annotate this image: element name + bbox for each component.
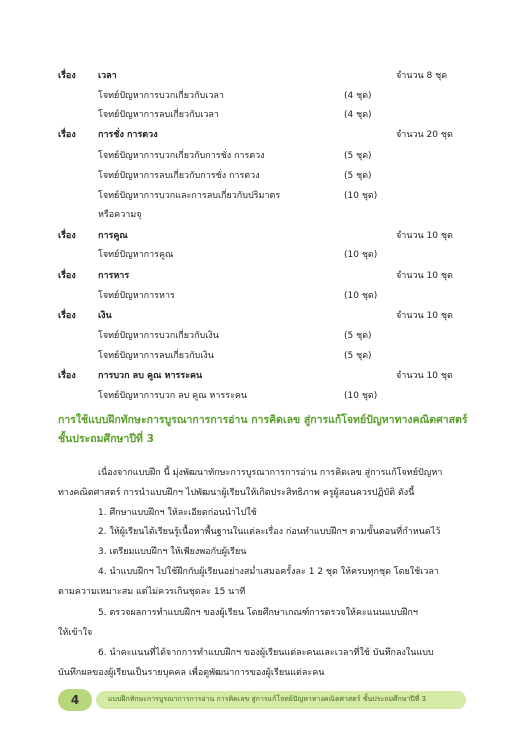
subtopic-count: (4 ชุด) [344, 91, 372, 101]
topic-count: จำนวน 10 ชุด [396, 311, 453, 321]
subtopic-text: โจทย์ปัญหาการบวก ลบ คูณ หารระคน [98, 391, 248, 401]
intro-line1: เนื่องจากแบบฝึก นี้ มุ่งพัฒนาทักษะการบูรณาการการอ่าน การคิดเลข สู่การแก้โจทย์ปัญหา [98, 468, 443, 478]
topic-title: การหาร [98, 271, 130, 281]
subtopic-text: โจทย์ปัญหาการคูณ [98, 250, 174, 260]
step-4-line1: 4. นำแบบฝึกฯ ไปใช้ฝึกกับผู้เรียนอย่างสม่ำเสมอครั้งละ 1 2 ชุด ให้ครบทุกชุด โดยใช้เวลา [98, 567, 439, 577]
section-heading-line2: ชั้นประถมศึกษาปีที่ 3 [58, 433, 154, 445]
topic-label: เรื่อง [58, 371, 76, 381]
subtopic-text: โจทย์ปัญหาการหาร [98, 291, 175, 301]
intro-line2: ทางคณิตศาสตร์ การนำแบบฝึกฯ ไปพัฒนาผู้เรียนให้เกิดประสิทธิภาพ ครูผู้สอนควรปฏิบัติ ดังนี้ [58, 488, 415, 498]
subtopic-text: หรือความจุ [98, 210, 142, 220]
subtopic-text: โจทย์ปัญหาการบวกเกี่ยวกับเวลา [98, 91, 224, 101]
subtopic-count: (5 ชุด) [344, 351, 372, 361]
topic-count: จำนวน 20 ชุด [396, 130, 453, 140]
subtopic-text: โจทย์ปัญหาการบวกเกี่ยวกับการชั่ง การตวง [98, 151, 265, 161]
topic-count: จำนวน 10 ชุด [396, 271, 453, 281]
topic-label: เรื่อง [58, 311, 76, 321]
step-6-line1: 6. นำคะแนนที่ได้จากการทำแบบฝึกฯ ของผู้เรียนแต่ละคนและเวลาที่ใช้ บันทึกลงในแบบ [98, 648, 434, 658]
topic-label: เรื่อง [58, 130, 76, 140]
section-heading-line1: การใช้แบบฝึกทักษะการบูรณาการการอ่าน การคิดเลข สู่การแก้โจทย์ปัญหาทางคณิตศาสตร์ [58, 414, 468, 426]
topic-label: เรื่อง [58, 271, 76, 281]
topic-title: เวลา [98, 71, 117, 81]
topic-count: จำนวน 10 ชุด [396, 231, 453, 241]
footer-title: แบบฝึกทักษะการบูรณาการการอ่าน การคิดเลข สู่การแก้โจทย์ปัญหาทางคณิตศาสตร์ ชั้นประถมศึกษาปีที่ 3 [108, 695, 427, 703]
step-3: 3. เตรียมแบบฝึกฯ ให้เพียงพอกับผู้เรียน [98, 547, 247, 557]
subtopic-count: (5 ชุด) [344, 151, 372, 161]
subtopic-count: (10 ชุด) [344, 250, 378, 260]
topic-count: จำนวน 8 ชุด [396, 71, 448, 81]
subtopic-count: (10 ชุด) [344, 191, 378, 201]
topic-title: การบวก ลบ คูณ หารระคน [98, 371, 203, 381]
topic-count: จำนวน 10 ชุด [396, 371, 453, 381]
subtopic-text: โจทย์ปัญหาการลบเกี่ยวกับเงิน [98, 351, 214, 361]
subtopic-count: (4 ชุด) [344, 110, 372, 120]
step-1: 1. ศึกษาแบบฝึกฯ ให้ละเอียดก่อนนำไปใช้ [98, 508, 257, 518]
topic-label: เรื่อง [58, 231, 76, 241]
topic-title: เงิน [98, 311, 112, 321]
subtopic-count: (5 ชุด) [344, 171, 372, 181]
subtopic-count: (10 ชุด) [344, 291, 378, 301]
topic-title: การชั่ง การตวง [98, 130, 158, 140]
subtopic-count: (5 ชุด) [344, 331, 372, 341]
topic-label: เรื่อง [58, 71, 76, 81]
page-number: 4 [58, 689, 92, 711]
topic-title: การคูณ [98, 231, 128, 241]
subtopic-text: โจทย์ปัญหาการลบเกี่ยวกับการชั่ง การตวง [98, 171, 260, 181]
subtopic-count: (10 ชุด) [344, 391, 378, 401]
step-2: 2. ให้ผู้เรียนได้เรียนรู้เนื้อหาพื้นฐานในแต่ละเรื่อง ก่อนทำแบบฝึกฯ ตามขั้นตอนที่กำหนดไว้ [98, 527, 441, 537]
step-5-line2: ให้เข้าใจ [58, 628, 93, 638]
subtopic-text: โจทย์ปัญหาการลบเกี่ยวกับเวลา [98, 110, 219, 120]
step-5-line1: 5. ตรวจผลการทำแบบฝึกฯ ของผู้เรียน โดยศึกษาเกณฑ์การตรวจให้คะแนนแบบฝึกฯ [98, 608, 418, 618]
subtopic-text: โจทย์ปัญหาการบวกและการลบเกี่ยวกับปริมาตร [98, 191, 281, 201]
step-6-line2: บันทึกผลของผู้เรียนเป็นรายบุคคล เพื่อดูพัฒนาการของผู้เรียนแต่ละคน [58, 668, 325, 678]
subtopic-text: โจทย์ปัญหาการบวกเกี่ยวกับเงิน [98, 331, 219, 341]
step-4-line2: ตามความเหมาะสม แต่ไม่ควรเกินชุดละ 15 นาที [58, 587, 246, 597]
page-footer [58, 689, 466, 711]
